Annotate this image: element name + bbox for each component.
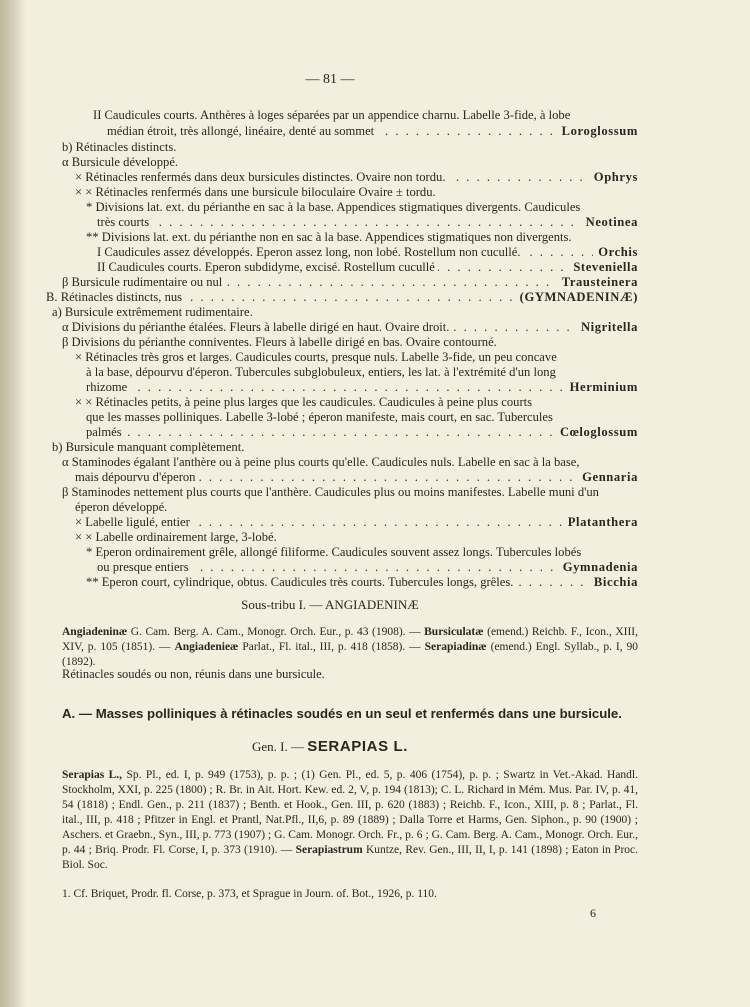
key-line: [75, 530, 638, 545]
key-line: [97, 260, 638, 275]
key-line: [86, 425, 638, 440]
key-line: [62, 140, 638, 155]
key-line-text: à la base, dépourvu d'éperon. Tubercules subglobuleux, entiers, les lat. à l'extrémité d'un long: [86, 365, 559, 379]
citation-text: (emend.) Reichb. F., Icon., XIII, XIV, p. 105 (1851). —: [62, 626, 639, 653]
key-line: [62, 455, 638, 470]
key-line-text: B. Rétinacles distincts, nus: [46, 290, 185, 304]
key-line-text: rhizome: [86, 380, 130, 394]
angiadeninae-synonymy: [62, 625, 638, 670]
key-genus-name: (GYMNADENINÆ): [515, 290, 638, 305]
key-line: [86, 200, 638, 215]
key-line-text: * Divisions lat. ext. du périanthe en sac à la base. Appendices stigmatiques divergents. Caudicules: [86, 200, 583, 214]
key-line-text: I Caudicules assez développés. Eperon assez long, non lobé. Rostellum non cucullé.: [97, 245, 524, 259]
key-line-text: β Bursicule rudimentaire ou nul: [62, 275, 225, 289]
retinacles-note: Rétinacles soudés ou non, réunis dans une bursicule.: [62, 667, 325, 681]
citation-text: Sp. Pl., ed. I, p. 949 (1753), p. p. ; (1) Gen. Pl., ed. 5, p. 406 (1754), p. p. ; Swartz in Vet.-Akad. Handl. Stockholm, XXI, p. 225 (1800) ; R. Br. in Ait. Hort. Kew. ed. 2, V, p. 194 (1813); C. L. Richard in Mém. Mus. Par. IV, p. 41, 54 (1818) ; Endl. Gen., p. 211 (1837) ; Benth. et Hook., Gen. III, p. 620 (1883) ; Reichb. F., Icon., XIII, p. 8 ; Parlat., Fl. ital., III, p. 418 ; Pfitzer in Engl. et Prantl, Nat.Pfl., II,6, p. 89 (1889) ; Dalla Torre et Harms, Gen. Siphon., p. 90 (1900) ; Aschers. et Graebn., Syn., III, p. 773 (1907) ; G. Cam. Monogr. Orch. Fr., p. 6 ; G. Cam. Berg. A. Cam., Monogr. Orch. Eur., p. 44 ; Briq. Prodr. Fl. Corse, I, p. 373 (1910). —: [62, 769, 638, 856]
key-genus-name: Cœloglossum: [555, 425, 638, 440]
key-line: [75, 515, 638, 530]
page-number: — 81 —: [305, 72, 355, 87]
key-line: [62, 335, 638, 350]
key-genus-name: Gennaria: [577, 470, 638, 485]
key-line-text: × Rétinacles renfermés dans deux bursicules distinctes. Ovaire non tordu.: [75, 170, 448, 184]
taxon-name: Angiadenieæ: [174, 641, 239, 653]
key-genus-name: Platanthera: [563, 515, 638, 530]
key-line: [75, 170, 638, 185]
key-line-text: b) Rétinacles distincts.: [62, 140, 179, 154]
key-line-text: * Eperon ordinairement grêle, allongé filiforme. Caudicules souvent assez longs. Tubercules lobés: [86, 545, 584, 559]
key-line: [52, 305, 638, 320]
key-genus-name: Steveniella: [568, 260, 638, 275]
key-line: [62, 155, 638, 170]
key-line-text: × Labelle ligulé, entier: [75, 515, 193, 529]
key-line: [97, 560, 638, 575]
key-line: [62, 320, 638, 335]
key-line-text: × × Rétinacles renfermés dans une bursicule biloculaire Ovaire ± tordu.: [75, 185, 439, 199]
key-line-text: médian étroit, très allongé, linéaire, denté au sommet: [107, 124, 377, 138]
key-line: [62, 485, 638, 500]
taxon-name: Angiadeninæ: [62, 626, 128, 638]
key-line: [75, 185, 638, 200]
key-line-text: ou presque entiers: [97, 560, 192, 574]
key-line: [86, 380, 638, 395]
key-line: [86, 365, 638, 380]
taxon-name: Serapiadinæ: [424, 641, 487, 653]
taxon-name: Serapiastrum: [295, 844, 363, 856]
key-line-text: ** Divisions lat. ext. du périanthe non en sac à la base. Appendices stigmatiques non divergents.: [86, 230, 575, 244]
signature-mark: 6: [590, 906, 596, 920]
genus-heading: [0, 738, 660, 755]
taxon-name: Bursiculatæ: [424, 626, 484, 638]
citation-text: Kuntze, Rev. Gen., III, II, I, p. 141 (1898) ; Eaton in Proc. Biol. Soc.: [62, 844, 638, 871]
genus-name: SERAPIAS L.: [307, 738, 409, 755]
section-a-heading: A. — Masses polliniques à rétinacles soudés en un seul et renfermés dans une bursicule.: [62, 706, 622, 721]
key-line: [93, 108, 638, 123]
key-genus-name: Trausteinera: [557, 275, 638, 290]
key-line: [86, 230, 638, 245]
footnote: 1. Cf. Briquet, Prodr. fl. Corse, p. 373, et Sprague in Journ. of. Bot., 1926, p. 110.: [62, 888, 437, 900]
key-line-text: × × Labelle ordinairement large, 3-lobé.: [75, 530, 280, 544]
key-line-text: ** Eperon court, cylindrique, obtus. Caudicules très courts. Tubercules longs, grêles.: [86, 575, 516, 589]
key-line: [86, 575, 638, 590]
serapias-synonymy: [62, 768, 638, 873]
key-line-text: β Staminodes nettement plus courts que l'anthère. Caudicules plus ou moins manifestes. Labelle muni d'un: [62, 485, 602, 499]
key-line: [75, 470, 638, 485]
key-line: [97, 245, 638, 260]
key-line: [86, 545, 638, 560]
key-genus-name: Ophrys: [589, 170, 638, 185]
key-line-text: mais dépourvu d'éperon: [75, 470, 198, 484]
key-genus-name: Orchis: [593, 245, 638, 260]
key-line-text: × Rétinacles très gros et larges. Caudicules courts, presque nuls. Labelle 3-fide, un peu concave: [75, 350, 560, 364]
key-line-text: II Caudicules courts. Anthères à loges séparées par un appendice charnu. Labelle 3-fide, à lobe: [93, 108, 573, 122]
key-line: [75, 395, 638, 410]
key-line-text: II Caudicules courts. Eperon subdidyme, excisé. Rostellum cucullé: [97, 260, 438, 274]
key-line-text: α Bursicule développé.: [62, 155, 181, 169]
key-line: [46, 290, 638, 305]
key-line-text: α Staminodes égalant l'anthère ou à peine plus courts qu'elle. Caudicules nuls. Labelle en sac à la base,: [62, 455, 583, 469]
key-line-text: b) Bursicule manquant complètement.: [52, 440, 247, 454]
key-line: [107, 124, 638, 139]
key-genus-name: Loroglossum: [557, 124, 638, 139]
key-line: [75, 500, 638, 515]
key-genus-name: Neotinea: [581, 215, 638, 230]
citation-text: (emend.) Engl. Syllab., p. I, 90 (1892).: [62, 641, 639, 668]
key-line-text: très courts: [97, 215, 152, 229]
key-line-text: éperon développé.: [75, 500, 170, 514]
key-genus-name: Herminium: [565, 380, 638, 395]
key-line-text: α Divisions du périanthe étalées. Fleurs à labelle dirigé en haut. Ovaire droit.: [62, 320, 452, 334]
key-line-text: palmés: [86, 425, 125, 439]
key-line-text: β Divisions du périanthe conniventes. Fleurs à labelle dirigé en bas. Ovaire contourné.: [62, 335, 500, 349]
key-line: [86, 410, 638, 425]
key-line-text: que les masses polliniques. Labelle 3-lobé ; éperon manifeste, mais court, en sac. Tubercules: [86, 410, 556, 424]
key-line: [75, 350, 638, 365]
key-genus-name: Gymnadenia: [558, 560, 638, 575]
key-genus-name: Nigritella: [576, 320, 638, 335]
key-line: [62, 275, 638, 290]
subtribe-heading: Sous-tribu I. — ANGIADENINÆ: [241, 597, 419, 612]
genus-prefix: Gen. I. —: [251, 739, 304, 754]
key-line-text: a) Bursicule extrêmement rudimentaire.: [52, 305, 256, 319]
citation-text: G. Cam. Berg. A. Cam., Monogr. Orch. Eur., p. 43 (1908). —: [130, 626, 421, 638]
citation-text: Parlat., Fl. ital., III, p. 418 (1858). —: [242, 641, 421, 653]
key-line-text: × × Rétinacles petits, à peine plus larges que les caudicules. Caudicules à peine plus courts: [75, 395, 535, 409]
taxon-name: Serapias L.,: [62, 769, 123, 781]
key-line: [97, 215, 638, 230]
key-genus-name: Bicchia: [589, 575, 638, 590]
key-line: [52, 440, 638, 455]
